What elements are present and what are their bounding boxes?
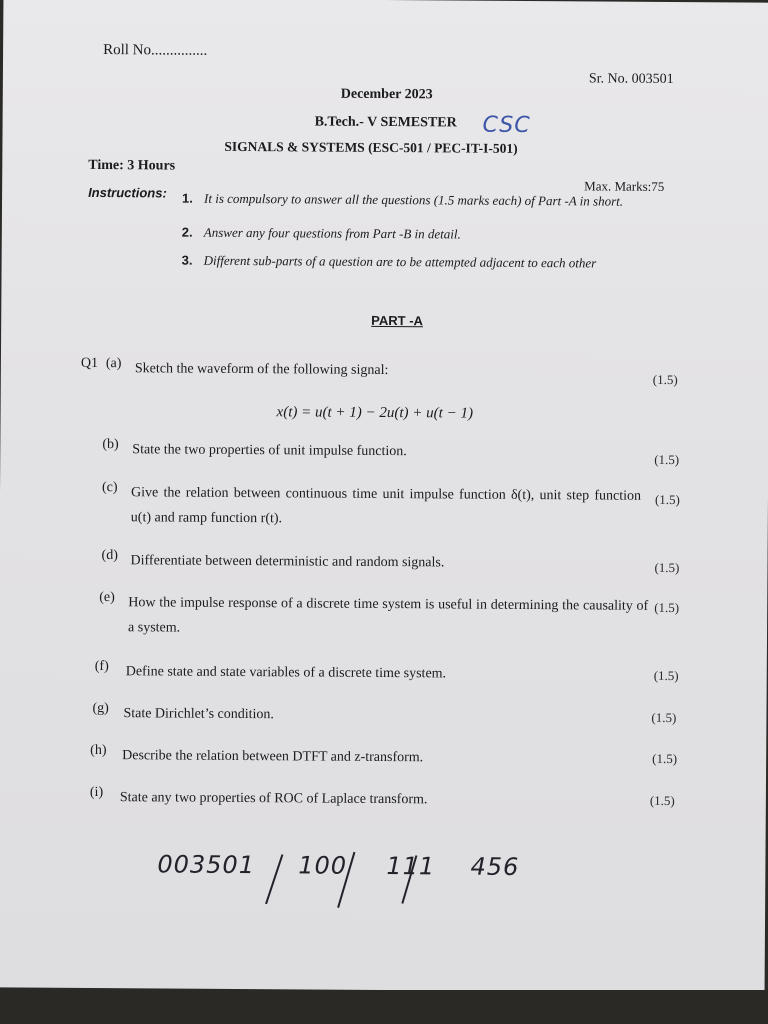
instruction-text: It is compulsory to answer all the questions (1.5 marks each) of Part -A in short. (204, 190, 624, 209)
question-label: (i) (89, 784, 104, 801)
question-label: (f) (94, 658, 109, 675)
instruction-text: Answer any four questions from Part -B in detail. (203, 224, 461, 242)
exam-date: December 2023 (340, 86, 433, 103)
question-text: State the two properties of unit impulse function. (132, 442, 407, 460)
question-label: (e) (99, 590, 115, 606)
part-a-title: PART -A (371, 312, 424, 329)
max-marks: Max. Marks:75 (584, 178, 665, 194)
question-text: Sketch the waveform of the following signal: (134, 361, 389, 379)
question-label: (g) (92, 700, 109, 717)
question-number: Q1 (80, 355, 99, 372)
instruction-number: 2. (181, 224, 193, 240)
semester-title: B.Tech.- V SEMESTER (314, 114, 457, 131)
question-marks: (1.5) (653, 667, 679, 684)
question-text: Describe the relation between DTFT and z-transform. (122, 748, 424, 766)
question-text: State any two properties of ROC of Laplace transform. (119, 790, 428, 808)
roll-number: Roll No............... (103, 42, 208, 59)
instruction-text: Different sub-parts of a question are to be attempted adjacent to each other (203, 252, 597, 271)
question-label: (a) (105, 356, 122, 372)
question-marks: (1.5) (651, 709, 677, 726)
question-text: Give the relation between continuous time unit impulse function δ(t), unit step function u(t) and ramp function r(t). (130, 485, 642, 527)
question-text: Differentiate between deterministic and random signals. (130, 553, 445, 571)
handwritten-segment: 111 (386, 852, 436, 881)
question-label: (h) (90, 742, 107, 759)
question-marks: (1.5) (652, 750, 678, 767)
question-text: How the impulse response of a discrete time system is useful in determining the causality of a system. (128, 595, 649, 636)
serial-number: Sr. No. 003501 (588, 71, 674, 88)
instructions-label: Instructions: (88, 184, 167, 201)
instruction-number: 1. (182, 190, 193, 206)
question-marks: (1.5) (654, 451, 680, 468)
question-marks: (1.5) (654, 599, 680, 616)
question-label: (c) (101, 480, 118, 496)
exam-duration: Time: 3 Hours (88, 157, 176, 174)
handwritten-branch: CSC (482, 112, 531, 139)
question-text: Define state and state variables of a discrete time system. (125, 664, 447, 682)
question-label: (d) (101, 548, 118, 564)
question-marks: (1.5) (654, 559, 680, 576)
question-marks: (1.5) (654, 491, 680, 508)
signal-formula: x(t) = u(t + 1) − 2u(t) + u(t − 1) (276, 404, 474, 422)
question-label: (b) (102, 437, 119, 453)
handwritten-code (157, 850, 519, 881)
subject-title: SIGNALS & SYSTEMS (ESC-501 / PEC-IT-I-501) (224, 138, 518, 156)
desk-background (0, 990, 768, 1024)
question-text: State Dirichlet’s condition. (123, 706, 274, 723)
instruction-number: 3. (181, 252, 193, 268)
question-marks: (1.5) (649, 792, 675, 809)
handwritten-segment: 100 (298, 851, 348, 880)
handwritten-segment: 003501 (157, 850, 256, 880)
handwritten-segment: 456 (470, 852, 520, 881)
question-marks: (1.5) (652, 371, 678, 388)
